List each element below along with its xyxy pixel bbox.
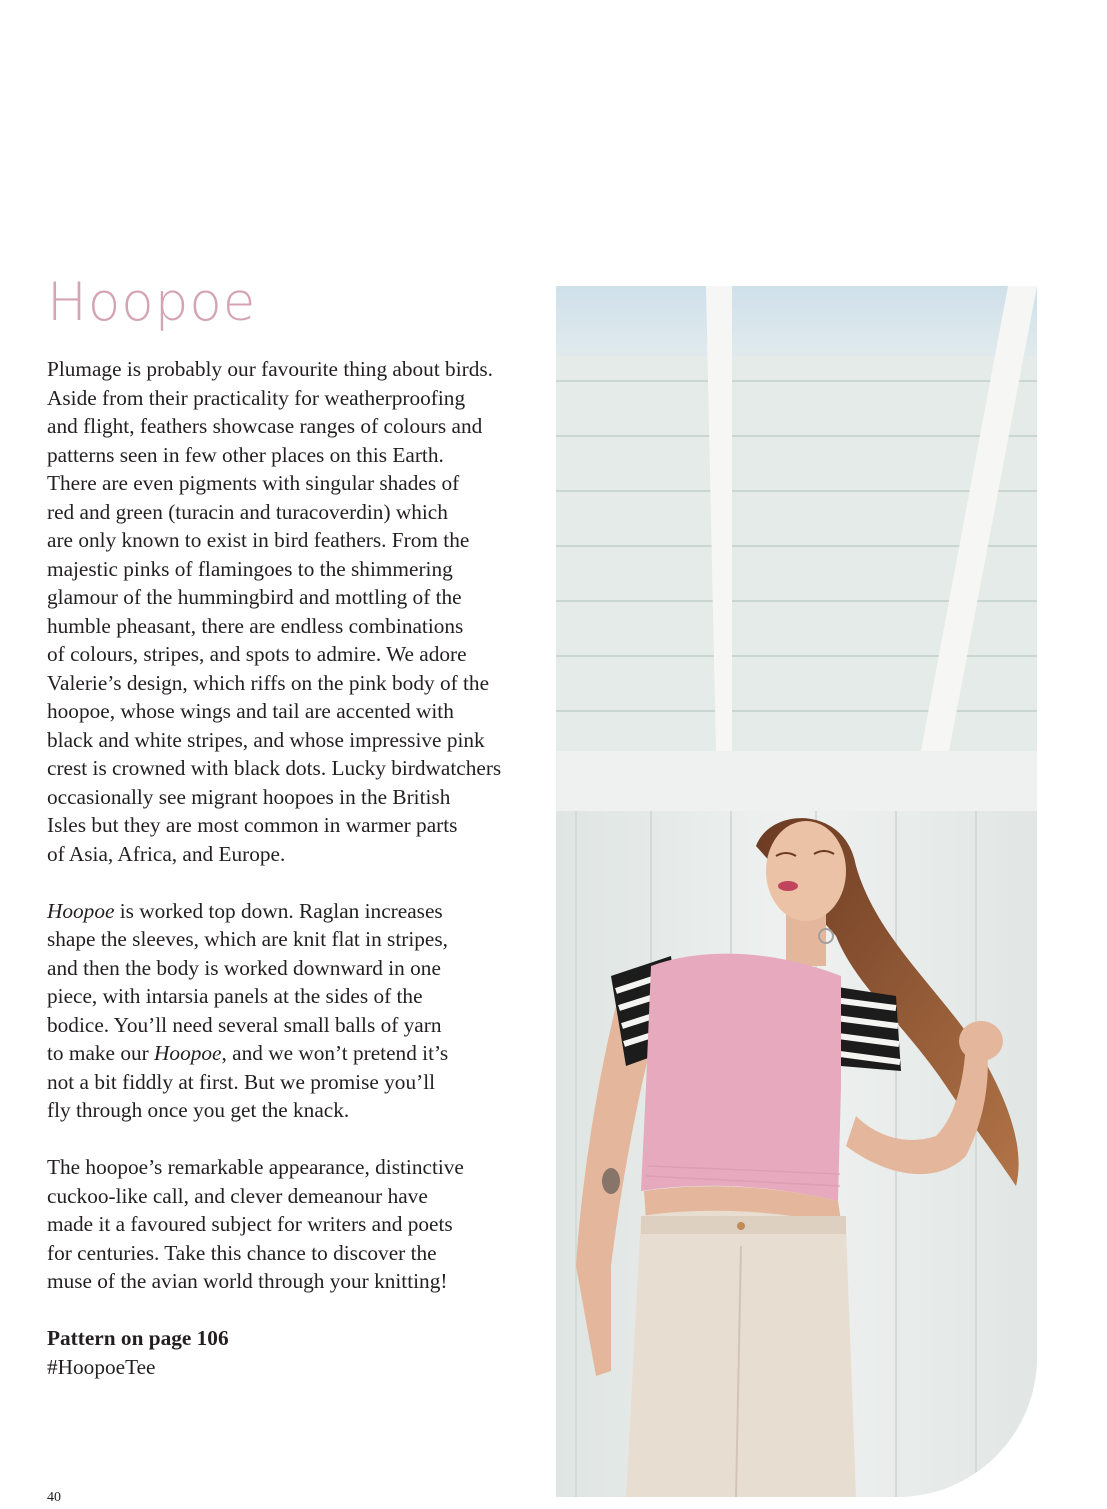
text-line: and flight, feathers showcase ranges of colours and bbox=[47, 414, 483, 438]
pattern-page-reference: Pattern on page 106 bbox=[47, 1326, 229, 1350]
text-line: made it a favoured subject for writers and poets bbox=[47, 1212, 453, 1236]
text-line: muse of the avian world through your knitting! bbox=[47, 1269, 448, 1293]
text-line: There are even pigments with singular shades of bbox=[47, 471, 460, 495]
text-fragment: to make our bbox=[47, 1041, 155, 1065]
text-line: majestic pinks of flamingoes to the shimmering bbox=[47, 556, 453, 581]
text-line: not a bit fiddly at first. But we promise you’ll bbox=[47, 1069, 436, 1094]
page-title: Hoopoe bbox=[47, 272, 257, 333]
text-line bbox=[47, 1039, 537, 1068]
text-line: hoopoe, whose wings and tail are accented with bbox=[47, 699, 454, 723]
closing-paragraph bbox=[47, 1153, 537, 1296]
pattern-name: Hoopoe bbox=[154, 1041, 222, 1065]
pattern-info bbox=[47, 1324, 537, 1381]
text-line: glamour of the hummingbird and mottling of the bbox=[47, 585, 462, 609]
text-fragment: is worked top down. Raglan increases bbox=[114, 898, 443, 923]
model-photo-illustration bbox=[556, 286, 1037, 1497]
text-line: The hoopoe’s remarkable appearance, distinctive bbox=[47, 1155, 464, 1179]
model-photo bbox=[556, 286, 1037, 1497]
text-line: and then the body is worked downward in one bbox=[47, 955, 441, 980]
page-number: 40 bbox=[47, 1490, 61, 1505]
text-line: crest is crowned with black dots. Lucky birdwatchers bbox=[47, 756, 502, 780]
text-line: for centuries. Take this chance to discover the bbox=[47, 1240, 437, 1265]
text-line: of Asia, Africa, and Europe. bbox=[47, 841, 286, 866]
text-line: of colours, stripes, and spots to admire. We adore bbox=[47, 642, 467, 666]
text-line: occasionally see migrant hoopoes in the British bbox=[47, 784, 451, 809]
text-line: Plumage is probably our favourite thing about birds. bbox=[47, 357, 493, 381]
text-line bbox=[47, 897, 537, 926]
text-line: humble pheasant, there are endless combinations bbox=[47, 613, 464, 638]
text-line: Isles but they are most common in warmer parts bbox=[47, 813, 458, 837]
article-body bbox=[47, 355, 537, 1410]
text-line: Valerie’s design, which riffs on the pink body of the bbox=[47, 670, 490, 695]
text-line: shape the sleeves, which are knit flat in stripes, bbox=[47, 927, 448, 951]
pattern-name: Hoopoe bbox=[47, 898, 115, 923]
text-line: black and white stripes, and whose impressive pink bbox=[47, 727, 485, 752]
text-line: bodice. You’ll need several small balls of yarn bbox=[47, 1012, 442, 1037]
intro-paragraph bbox=[47, 355, 537, 868]
construction-paragraph bbox=[47, 897, 537, 1125]
text-line: cuckoo-like call, and clever demeanour have bbox=[47, 1183, 428, 1208]
text-line: fly through once you get the knack. bbox=[47, 1098, 350, 1122]
hashtag: #HoopoeTee bbox=[47, 1354, 156, 1379]
text-line: Aside from their practicality for weatherproofing bbox=[47, 385, 466, 410]
text-line: piece, with intarsia panels at the sides of the bbox=[47, 984, 423, 1008]
text-fragment: , and we won’t pretend it’s bbox=[221, 1041, 449, 1065]
text-line: are only known to exist in bird feathers. From the bbox=[47, 528, 470, 552]
text-line: patterns seen in few other places on this Earth. bbox=[47, 442, 444, 467]
text-line: red and green (turacin and turacoverdin) which bbox=[47, 499, 448, 524]
